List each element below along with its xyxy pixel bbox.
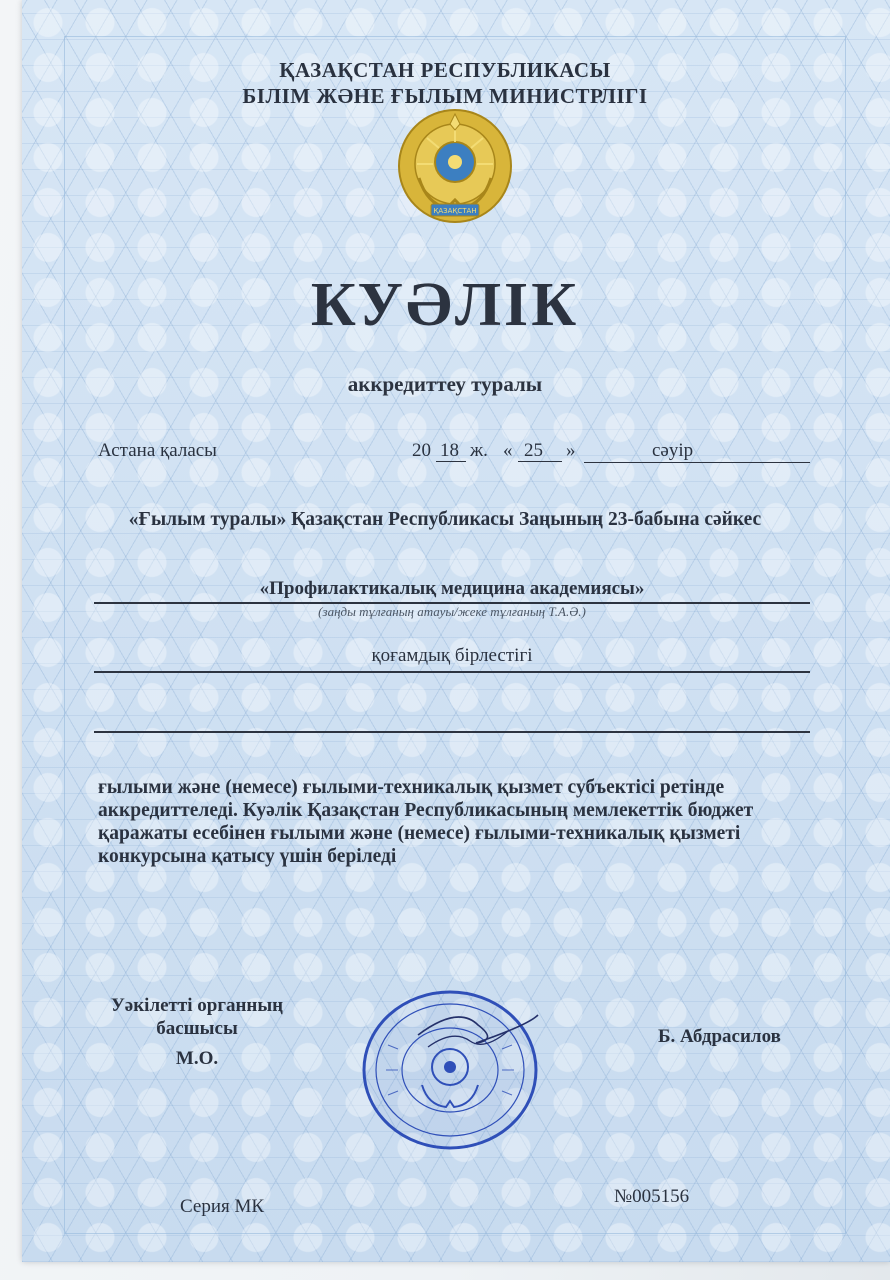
- year-suffix: 18: [440, 440, 459, 461]
- entity-hint: (заңды тұлғаның атауы/жеке тұлғаның Т.А.Ә.): [318, 604, 586, 619]
- day: 25: [524, 440, 543, 461]
- official-seal-icon: [358, 985, 542, 1155]
- year-prefix: 20: [412, 440, 431, 461]
- quote-open: «: [503, 440, 513, 461]
- entity-type: қоғамдық бірлестігі: [371, 645, 533, 666]
- law-reference: «Ғылым туралы» Қазақстан Республикасы Заңының 23-бабына сәйкес: [128, 509, 762, 530]
- blank-line: [94, 731, 810, 733]
- accreditation-text: ғылыми және (немесе) ғылыми-техникалық қызмет субъектісі ретінде аккредиттеледі. Куәлік Қазақстан Республикасының мемлекеттік бюджет қаражаты есебінен ғылыми және (немесе) ғылыми-техникалық қызметі конкурсына қатысу үшін беріледі: [98, 777, 754, 867]
- state-emblem-icon: [397, 108, 513, 224]
- series-label: Серия МК: [180, 1196, 265, 1217]
- document-title: КУӘЛІК: [310, 271, 580, 339]
- day-underline: [518, 461, 562, 462]
- entity-name: «Профилактикалық медицина академиясы»: [259, 578, 645, 599]
- year-underline: [436, 461, 466, 462]
- emblem-caption: ҚАЗАҚСТАН: [433, 207, 477, 215]
- signatory-role-line1: Уәкілетті органның: [110, 995, 284, 1016]
- signatory-name: Б. Абдрасилов: [658, 1026, 781, 1047]
- document-subtitle: аккредиттеу туралы: [347, 372, 543, 396]
- signatory-role-line2: басшысы: [156, 1018, 238, 1039]
- certificate-number: №005156: [614, 1186, 690, 1207]
- month-underline: [584, 462, 810, 463]
- header-country: ҚАЗАҚСТАН РЕСПУБЛИКАСЫ: [279, 58, 611, 82]
- header-ministry: БІЛІМ ЖӘНЕ ҒЫЛЫМ МИНИСТРЛІГІ: [242, 84, 648, 108]
- entity-type-line: [94, 671, 810, 673]
- year-label: ж.: [470, 440, 488, 461]
- month: сәуір: [652, 440, 694, 461]
- quote-close: »: [566, 440, 576, 461]
- city: Астана қаласы: [98, 440, 217, 461]
- seal-place-label: М.О.: [175, 1048, 219, 1069]
